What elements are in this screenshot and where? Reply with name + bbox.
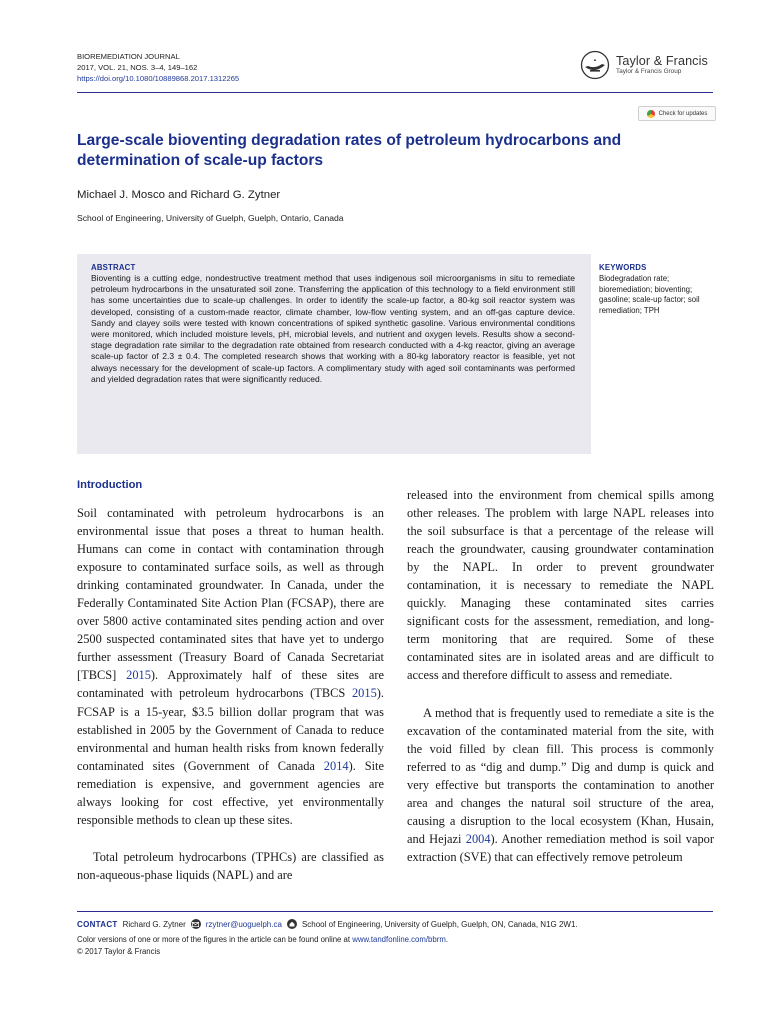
crossmark-icon [647, 110, 655, 118]
citation-link[interactable]: 2014 [323, 758, 349, 773]
text-run: ). Another remediation method is soil vapor extraction (SVE) that can effectively remove petroleum [407, 832, 715, 865]
text-run: ). Site remediation is expensive, and government agencies are always looking for cost effective, yet environmentally responsible methods to clean up these sites. [77, 758, 384, 827]
contact-label: CONTACT [77, 919, 118, 929]
publisher-name: Taylor & Francis [616, 53, 708, 68]
text-run: ). FCSAP is a 15-year, $3.5 billion dollar program that was established in 2005 by the Government of Canada to reduce environmental and human health risks from known federally contaminated sites (Government of Canada [77, 686, 384, 773]
check-for-updates-label: Check for updates [658, 110, 708, 117]
contact-address: School of Engineering, University of Guelph, Guelph, ON, Canada, N1G 2W1. [301, 919, 578, 929]
intro-paragraph-2: Total petroleum hydrocarbons (TPHCs) are classified as non-aqueous-phase liquids (NAPL) and are [77, 850, 384, 883]
footer-divider [77, 911, 713, 912]
citation-link[interactable]: 2015 [126, 668, 151, 683]
color-note [77, 934, 448, 946]
text-run: Soil contaminated with petroleum hydrocarbons is an environmental issue that poses a threat to human health. Humans can come in contact with contamination through exposure to contaminated surface soils, as well as through drinking contaminated groundwater. In Canada, under the Federally Contaminated Site Action Plan (FCSAP), there are over 5800 active contaminated sites pending action and over 2500 suspected contaminated sites that have yet to undergo further assessment (Treasury Board of Canada Secretariat [TBCS] [77, 506, 384, 683]
envelope-icon [191, 919, 201, 929]
abstract-text: Bioventing is a cutting edge, nondestructive treatment method that uses indigenous soil microorganisms in situ to remediate petroleum hydrocarbons in the unsaturated soil zone. Transferring the application of this technology to a field environment still has some uncertainties due to scale-up challenges. In order to identify the scale-up factor, a 80-kg soil reactor system was developed, consisting of a custom-made reactor, climate chamber, low-flow venting system, and an off-gas capture device. Sandy and clayey soils were tested with known concentrations of spiked synthetic gasoline. Various environmental conditions were monitored, which included moisture levels, pH, microbial levels, and nutrient and oxygen levels. Results show a second-stage degradation rate similar to the degradation rate obtained from research conducted with a 4-kg reactor, giving an average scale-up factor of 2.3 ± 0.4. The completed research shows that working with a 80-kg laboratory reactor is feasible, yet not always necessary for the development of scale-up factors. A complimentary study with aged soil contaminants was performed and yielded degradation rates that were significantly reduced. [91, 273, 575, 384]
text-run: . [445, 935, 448, 944]
publisher-logo[interactable] [578, 50, 708, 80]
lamp-icon [578, 50, 612, 80]
article-affiliation: School of Engineering, University of Guelph, Guelph, Ontario, Canada [77, 213, 344, 223]
journal-website-link[interactable]: www.tandfonline.com/bbrm [352, 935, 446, 944]
doi-link[interactable]: https://doi.org/10.1080/10889868.2017.1312265 [77, 74, 240, 83]
article-title: Large-scale bioventing degradation rates of petroleum hydrocarbons and determination of scale-up factors [77, 132, 622, 169]
contact-line [77, 919, 578, 929]
citation-link[interactable]: 2004 [465, 832, 491, 847]
address-icon [287, 919, 297, 929]
header-divider [77, 92, 713, 93]
abstract-heading: ABSTRACT [91, 263, 136, 272]
contact-name: Richard G. Zytner [122, 919, 186, 929]
footnote [77, 934, 448, 958]
section-heading-introduction: Introduction [77, 479, 143, 491]
journal-volume: 2017, VOL. 21, NOS. 3–4, 149–162 [77, 63, 198, 72]
journal-name: BIOREMEDIATION JOURNAL [77, 52, 180, 61]
journal-header [77, 51, 239, 84]
intro-paragraph-1 [77, 504, 384, 829]
text-run: A method that is frequently used to remediate a site is the excavation of the contaminated material from the site, with the void filled by clean fill. This process is commonly referred to as “dig and dump.” Dig and dump is quick and very effective but transports the contamination to another area and changes the natural soil structure of the area, causing a disruption to the local ecosystem (Khan, Husain, and Hejazi [407, 706, 714, 847]
keywords-text: Biodegradation rate; bioremediation; bioventing; gasoline; scale-up factor; soil remediation; TPH [599, 274, 700, 315]
intro-paragraph-4 [407, 704, 714, 866]
keywords-heading: KEYWORDS [599, 263, 647, 272]
contact-email-link[interactable]: rzytner@uoguelph.ca [205, 919, 282, 929]
text-run: Color versions of one or more of the figures in the article can be found online at [77, 935, 353, 944]
text-run: ). Approximately half of these sites are contaminated with petroleum hydrocarbons (TBCS [77, 668, 385, 701]
article-authors: Michael J. Mosco and Richard G. Zytner [77, 189, 281, 201]
check-for-updates-button[interactable] [638, 106, 716, 121]
publisher-group: Taylor & Francis Group [616, 68, 682, 76]
intro-paragraph-3: released into the environment from chemical spills among other releases. The problem with large NAPL releases into the soil subsurface is that a percentage of the release will reach the groundwater, causing groundwater contamination by the NAPL. In order to prevent groundwater contamination, it is necessary to remediate the NAPL quickly. Managing these contaminated sites carries significant costs for the assessment, remediation, and long-term monitoring that are required. Some of these contaminated sites are in isolated areas and are difficult to access and therefore difficult to assess and remediate. [407, 488, 714, 683]
copyright: © 2017 Taylor & Francis [77, 947, 161, 956]
citation-link[interactable]: 2015 [351, 686, 377, 701]
